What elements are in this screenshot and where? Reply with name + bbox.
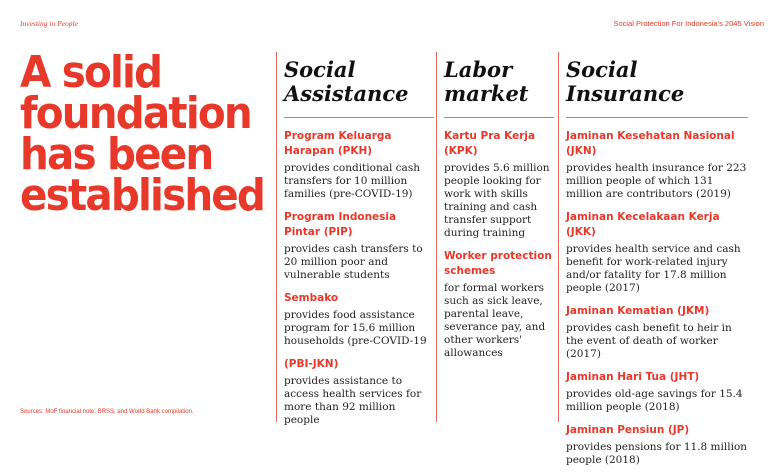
program-title: Jaminan Kesehatan Nasional (JKN) — [566, 130, 735, 157]
column-rule — [284, 117, 434, 118]
column-divider — [276, 52, 277, 422]
program-description: provides old-age savings for 15.4 million people (2018) — [566, 388, 743, 413]
headline-line: foundation — [20, 88, 251, 139]
column-divider — [436, 52, 437, 422]
program-title: (PBI-JKN) — [284, 358, 339, 370]
sources-note: Sources: MoF financial note, BRSS, and World Bank compilation. — [20, 409, 194, 415]
program-description: provides cash benefit to heir in the event of death of worker (2017) — [566, 322, 732, 360]
program-title: Program Keluarga Harapan (PKH) — [284, 130, 392, 157]
program-description: provides health insurance for 223 million people of which 131 million are contributors (2019) — [566, 162, 747, 200]
program-description: provides pensions for 11.8 million people (2018) — [566, 441, 748, 466]
program-description: provides 5.6 million people looking for work with skills training and cash transfer support during training — [444, 162, 550, 239]
column-labor-market — [444, 58, 554, 369]
program-title: Program Indonesia Pintar (PIP) — [284, 211, 397, 238]
headline-line: has been — [20, 129, 213, 180]
program-description: for formal workers such as sick leave, parental leave, severance pay, and other workers' allowances — [444, 282, 546, 359]
column-title — [444, 58, 554, 106]
program-title: Worker protection schemes — [444, 250, 552, 277]
column-title-line: Insurance — [566, 81, 685, 106]
column-title-line: Social — [566, 57, 638, 82]
program-title: Jaminan Hari Tua (JHT) — [566, 371, 700, 383]
column-rule — [566, 117, 748, 118]
column-title-line: Social — [284, 57, 356, 82]
column-title — [284, 58, 434, 106]
column-divider — [558, 52, 559, 422]
column-title — [566, 58, 748, 106]
program-description: provides health service and cash benefit for work-related injury and/or fatality for 17.8 million people (2017) — [566, 243, 741, 294]
headline-line: established — [20, 170, 265, 221]
column-social-assistance — [284, 58, 434, 436]
headline — [20, 47, 265, 221]
program-title: Kartu Pra Kerja (KPK) — [444, 130, 536, 157]
column-title-line: Labor — [444, 57, 513, 82]
section-label: Investing in People — [20, 19, 78, 28]
program-title: Jaminan Pensiun (JP) — [566, 424, 690, 436]
headline-line: A solid — [20, 47, 162, 98]
program-description: provides assistance to access health services for more than 92 million people — [284, 375, 422, 426]
program-title: Jaminan Kematian (JKM) — [566, 305, 710, 317]
program-title: Sembako — [284, 292, 339, 304]
column-rule — [444, 117, 554, 118]
column-social-insurance — [566, 58, 748, 476]
document-title: Social Protection For Indonesia's 2045 Vision — [613, 19, 764, 28]
column-title-line: Assistance — [284, 81, 409, 106]
program-title: Jaminan Kecelakaan Kerja (JKK) — [566, 211, 720, 238]
program-description: provides food assistance program for 15.6 million households (pre-COVID-19 — [284, 309, 427, 347]
program-description: provides cash transfers to 20 million poor and vulnerable students — [284, 243, 423, 281]
program-description: provides conditional cash transfers for 10 million families (pre-COVID-19) — [284, 162, 420, 200]
column-title-line: market — [444, 81, 529, 106]
